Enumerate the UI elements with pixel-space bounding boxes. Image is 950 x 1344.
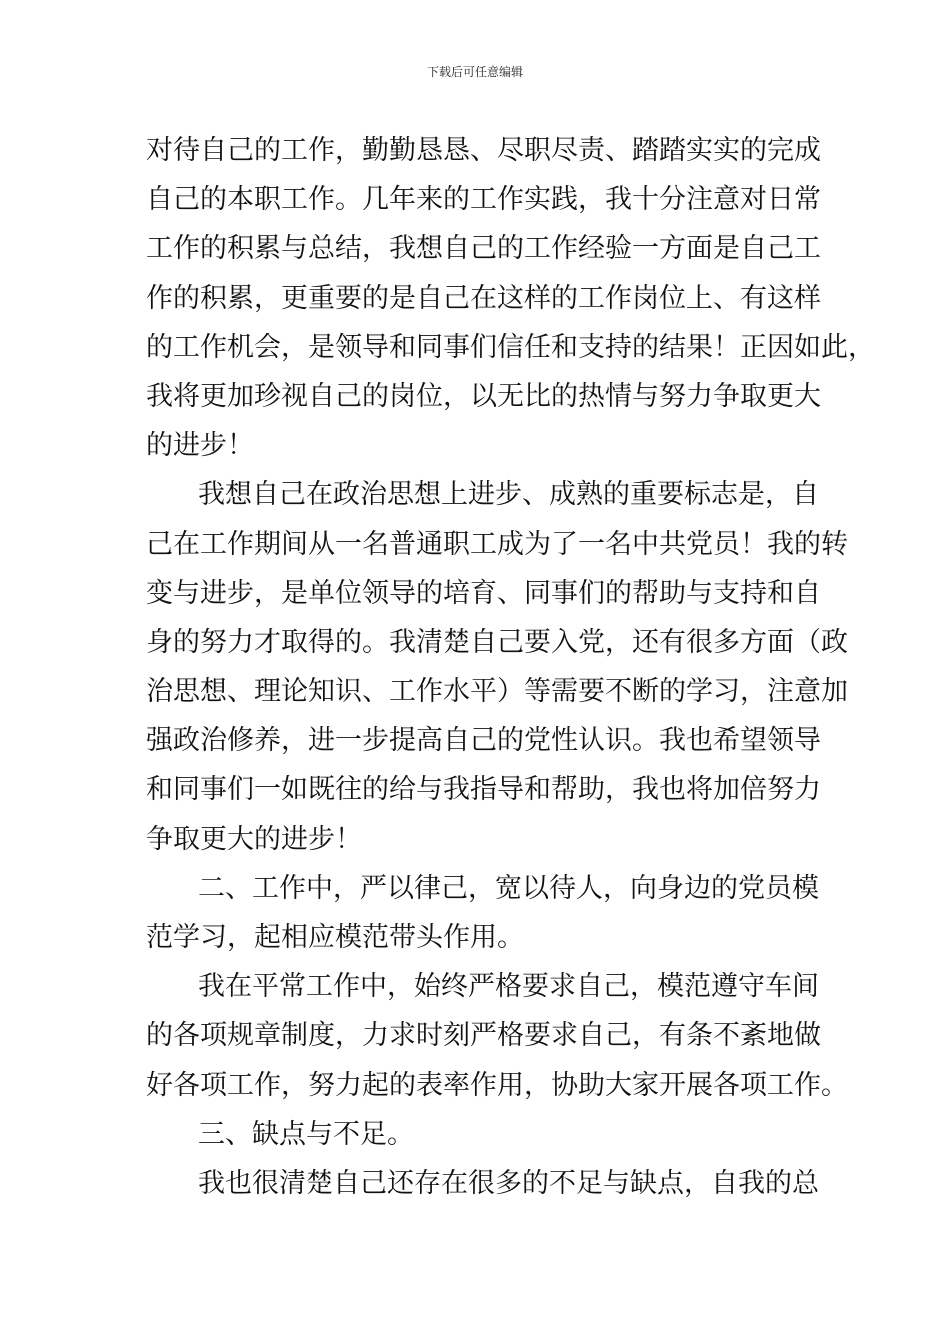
text-line: 治思想、理论知识、工作水平）等需要不断的学习，注意加	[146, 676, 848, 708]
text-line: 的各项规章制度，力求时刻严格要求自己，有条不紊地做	[146, 1020, 821, 1052]
text-line: 变与进步，是单位领导的培育、同事们的帮助与支持和自	[146, 577, 821, 609]
text-line: 自己的本职工作。几年来的工作实践，我十分注意对日常	[146, 184, 821, 216]
paragraph-first-line: 我也很清楚自己还存在很多的不足与缺点，自我的总	[198, 1167, 819, 1199]
text-line: 强政治修养，进一步提高自己的党性认识。我也希望领导	[146, 725, 821, 757]
text-line: 争取更大的进步！	[146, 823, 362, 855]
text-line: 工作的积累与总结，我想自己的工作经验一方面是自己工	[146, 233, 821, 265]
document-body	[146, 126, 875, 1208]
text-line: 我将更加珍视自己的岗位，以无比的热情与努力争取更大	[146, 380, 821, 412]
text-line: 好各项工作，努力起的表率作用，协助大家开展各项工作。	[146, 1069, 848, 1101]
text-line: 作的积累，更重要的是自己在这样的工作岗位上、有这样	[146, 282, 821, 314]
text-line: 的工作机会，是领导和同事们信任和支持的结果！正因如此，	[146, 331, 875, 363]
section-heading-2: 二、工作中，严以律己，宽以待人，向身边的党员模	[198, 872, 819, 904]
text-line: 和同事们一如既往的给与我指导和帮助，我也将加倍努力	[146, 774, 821, 806]
section-heading-3: 三、缺点与不足。	[198, 1118, 414, 1150]
page-header: 下载后可任意编辑	[426, 65, 523, 79]
text-line: 范学习，起相应模范带头作用。	[146, 922, 524, 953]
text-line: 对待自己的工作，勤勤恳恳、尽职尽责、踏踏实实的完成	[146, 135, 821, 166]
text-line: 身的努力才取得的。我清楚自己要入党，还有很多方面（政	[146, 626, 848, 658]
paragraph-first-line: 我在平常工作中，始终严格要求自己，模范遵守车间	[198, 971, 819, 1003]
paragraph-first-line: 我想自己在政治思想上进步、成熟的重要标志是，自	[198, 479, 819, 511]
text-line: 己在工作期间从一名普通职工成为了一名中共党员！我的转	[146, 528, 848, 560]
text-line: 的进步！	[146, 430, 254, 462]
